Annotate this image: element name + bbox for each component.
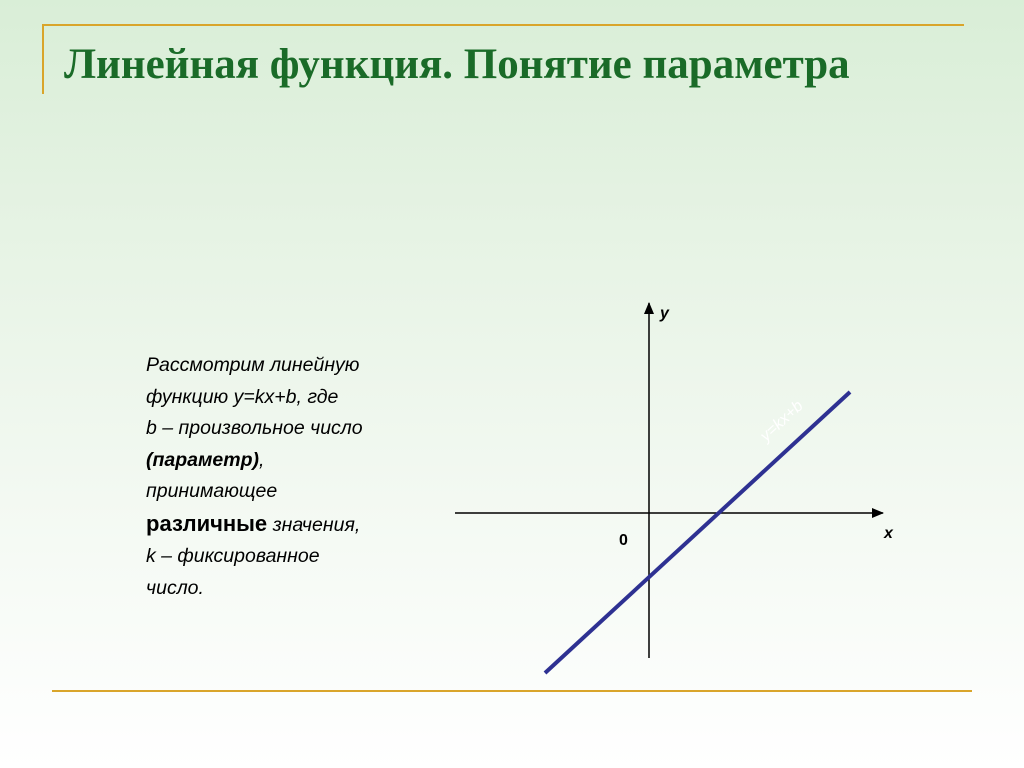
function-line-label: y=kx+b — [757, 397, 807, 445]
desc-line-4-rest: , — [259, 448, 265, 471]
desc-line-2: функцию y=kx+b, где — [146, 385, 339, 408]
desc-line-8: число. — [146, 576, 204, 599]
desc-line-7: k – фиксированное — [146, 545, 320, 567]
function-line — [545, 392, 850, 673]
origin-label: 0 — [619, 532, 628, 549]
y-axis-label: y — [660, 305, 669, 322]
desc-line-6-rest: значения, — [267, 513, 361, 536]
desc-line-3: b – произвольное число — [146, 417, 363, 439]
x-axis-label: x — [884, 525, 893, 542]
desc-line-5: принимающее — [146, 480, 278, 502]
different-term: различные — [146, 510, 268, 536]
desc-line-1: Рассмотрим линейную — [146, 354, 360, 376]
parameter-term: (параметр) — [146, 448, 260, 471]
slide-title: Линейная функция. Понятие параметра — [64, 41, 850, 88]
